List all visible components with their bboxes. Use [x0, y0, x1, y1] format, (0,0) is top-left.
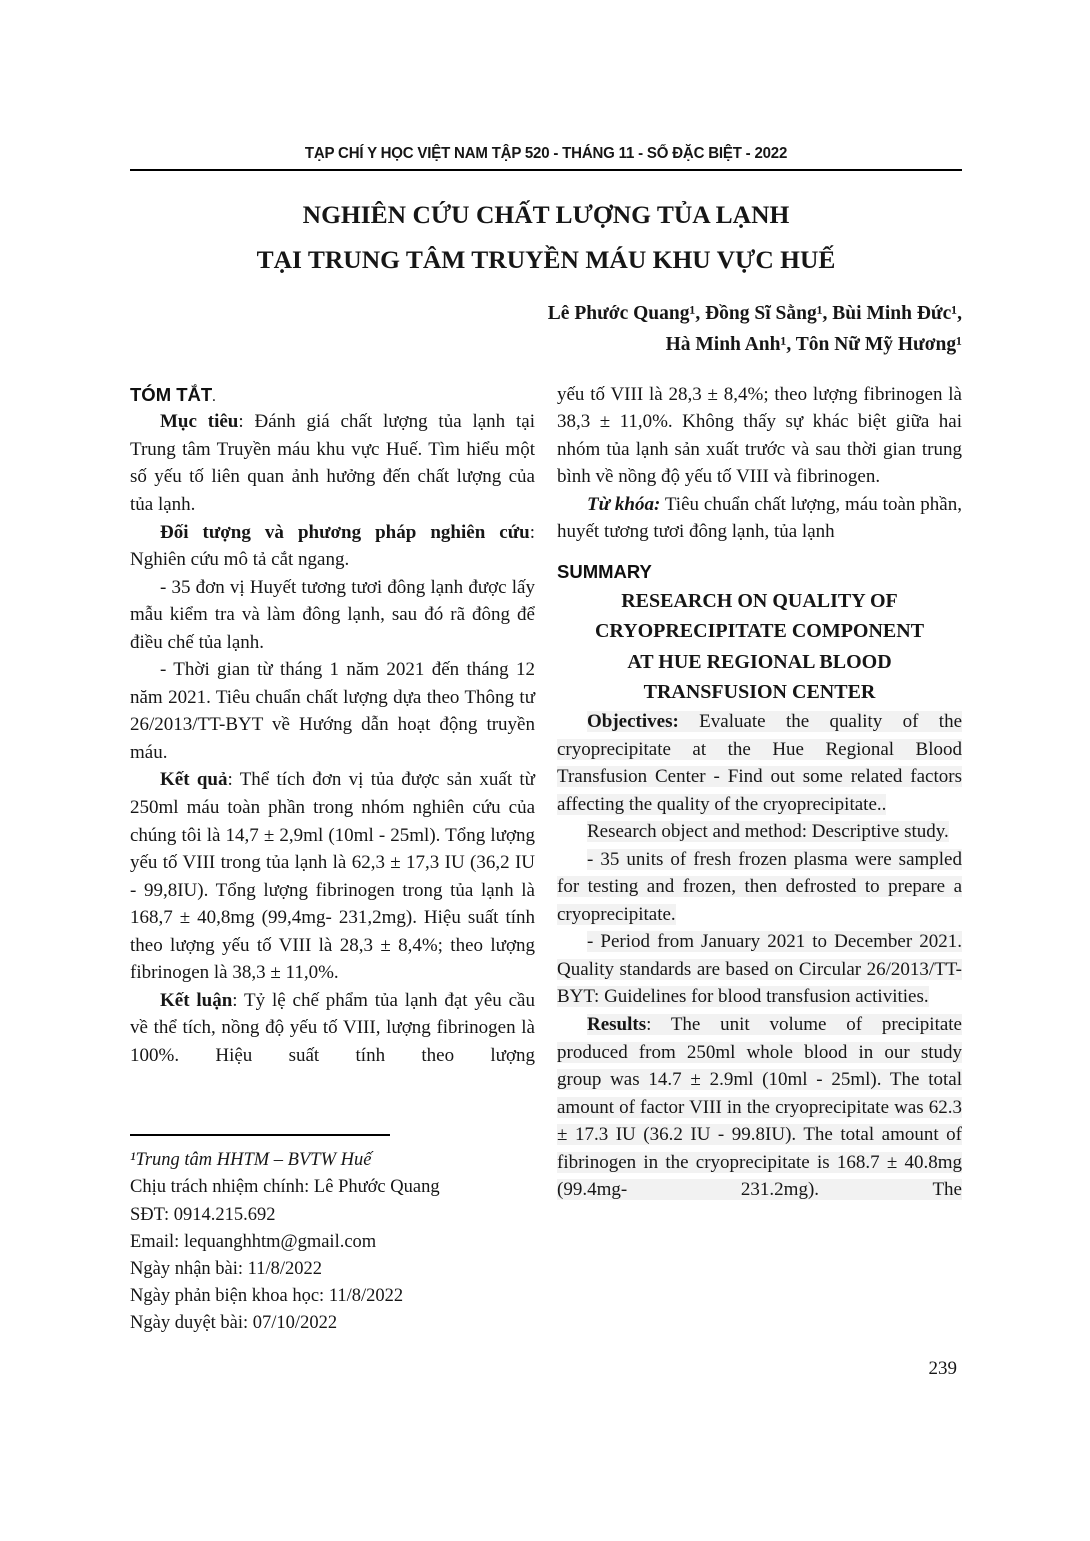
paragraph-text: - Period from January 2021 to December 2021. Quality standards are based on Circular 26/2013/TT-BYT: Guidelines for blood transfusion activities.: [557, 931, 962, 1008]
paragraph-text: Tiêu chuẩn chất lượng, máu toàn phần, huyết tương tươi đông lạnh, tủa lạnh: [557, 493, 962, 543]
header-rule: [130, 169, 962, 171]
paragraph-text: Research object and method: Descriptive study.: [587, 821, 949, 843]
author-list: [130, 298, 962, 360]
article-title-line-1: NGHIÊN CỨU CHẤT LƯỢNG TỦA LẠNH: [302, 200, 790, 230]
paragraph-text: : The unit volume of precipitate produced from 250ml whole blood in our study group was 14.7 ± 2.9ml (10ml - 25ml). The total amount of factor VIII in the cryoprecipitate was 62.3 ± 17.3 IU (36.2 IU - 99.8IU). The total amount of fibrinogen in the cryoprecipitate is 168.7 ± 40.8mg (99.4mg- 231.2mg). The: [557, 1013, 962, 1201]
summary-objectives-paragraph: [557, 708, 962, 818]
footnote-rule: [130, 1134, 390, 1136]
footnote: [130, 1134, 535, 1337]
footnote-accepted-date: Ngày duyệt bài: 07/10/2022: [130, 1313, 338, 1334]
two-column-body: [130, 381, 962, 1338]
abstract-conclusion-paragraph: [130, 987, 535, 1070]
abstract-heading: [130, 381, 535, 409]
paragraph-text: : Đánh giá chất lượng tủa lạnh tại Trung tâm Truyền máu khu vực Huế. Tìm hiểu một số yếu tố liên quan ảnh hưởng đến chất lượng của tủa lạnh.: [130, 411, 535, 515]
paragraph-text: : Tỷ lệ chế phẩm tủa lạnh đạt yêu cầu về thể tích, nồng độ yếu tố VIII, lượng fibrinogen là 100%. Hiệu suất tính theo lượng: [130, 989, 535, 1066]
footnote-phone: SĐT: 0914.215.692: [130, 1204, 276, 1225]
summary-results-paragraph: [557, 1011, 962, 1204]
summary-method-item-2: [557, 928, 962, 1011]
article-title: [130, 193, 962, 282]
paragraph-lead: Từ khóa:: [587, 493, 661, 515]
paragraph-lead: Kết quả: [160, 769, 228, 791]
abstract-heading-text: TÓM TẮT: [130, 383, 213, 405]
summary-method-paragraph: [557, 818, 962, 846]
paragraph-text: Evaluate the quality of the cryoprecipitate at the Hue Regional Blood Transfusion Center - Find out some related factors affecting the quality of the cryoprecipitate..: [557, 710, 962, 815]
paragraph-lead: Mục tiêu: [160, 411, 239, 433]
english-title-line-2: CRYOPRECIPITATE COMPONENT: [594, 620, 925, 643]
article-title-line-2: TẠI TRUNG TÂM TRUYỀN MÁU KHU VỰC HUẾ: [256, 244, 836, 274]
summary-heading: SUMMARY: [557, 560, 652, 582]
paragraph-lead: Kết luận: [160, 989, 233, 1011]
author-line-2: Hà Minh Anh¹, Tôn Nữ Mỹ Hương¹: [665, 334, 962, 356]
paragraph-lead: Results: [587, 1013, 647, 1035]
author-line-1: Lê Phước Quang¹, Đồng Sĩ Sằng¹, Bùi Minh Đức¹,: [547, 303, 962, 325]
paragraph-text: - 35 units of fresh frozen plasma were sampled for testing and frozen, then defrosted to prepare a cryoprecipitate.: [557, 848, 962, 925]
footnote-review-date: Ngày phản biện khoa học: 11/8/2022: [130, 1286, 404, 1307]
abstract-methods-paragraph: [130, 519, 535, 574]
paragraph-lead: Objectives:: [587, 710, 679, 732]
english-title-line-1: RESEARCH ON QUALITY OF: [621, 589, 898, 612]
english-title: [557, 586, 962, 708]
paragraph-text: : Thể tích đơn vị tủa được sản xuất từ 250ml máu toàn phần trong nhóm nghiên cứu của chúng tôi là 14,7 ± 2,9ml (10ml - 25ml). Tổng lượng yếu tố VIII trong tủa lạnh là 62,3 ± 17,3 IU (36,2 IU - 99,8IU). Tổng lượng fibrinogen trong tủa lạnh là 168,7 ± 40,8mg (99,4mg- 231,2mg). Hiệu suất tính theo lượng yếu tố VIII là 28,3 ± 8,4%; theo lượng fibrinogen là 38,3 ± 11,0%.: [130, 769, 535, 984]
footnote-affiliation: ¹Trung tâm HHTM – BVTW Huế: [130, 1150, 372, 1171]
left-column: [130, 381, 535, 1338]
journal-header: TẠP CHÍ Y HỌC VIỆT NAM TẬP 520 - THÁNG 11 - SỐ ĐẶC BIỆT - 2022: [304, 145, 788, 162]
english-title-line-3: AT HUE REGIONAL BLOOD: [627, 650, 892, 673]
paragraph-text: : Nghiên cứu mô tả cắt ngang.: [130, 521, 535, 571]
abstract-results-paragraph: [130, 766, 535, 986]
abstract-method-item-2: - Thời gian từ tháng 1 năm 2021 đến tháng 12 năm 2021. Tiêu chuẩn chất lượng dựa theo Thông tư 26/2013/TT-BYT về Hướng dẫn hoạt động truyền máu.: [130, 659, 535, 763]
abstract-heading-dot: .: [212, 389, 216, 404]
summary-method-item-1: [557, 846, 962, 929]
abstract-objective-paragraph: [130, 408, 535, 518]
paragraph-lead: Đối tượng và phương pháp nghiên cứu: [160, 521, 530, 543]
page-number: 239: [928, 1358, 957, 1380]
english-title-line-4: TRANSFUSION CENTER: [643, 681, 876, 704]
footnote-corresponding-author: Chịu trách nhiệm chính: Lê Phước Quang: [130, 1177, 440, 1198]
footnote-received-date: Ngày nhận bài: 11/8/2022: [130, 1259, 322, 1279]
abstract-keywords-paragraph: [557, 491, 962, 546]
right-column: [557, 381, 962, 1338]
footnote-email: Email: lequanghhtm@gmail.com: [130, 1231, 377, 1252]
abstract-conclusion-continuation: yếu tố VIII là 28,3 ± 8,4%; theo lượng fibrinogen là 38,3 ± 11,0%. Không thấy sự khác biệt giữa hai nhóm tủa lạnh sản xuất trước và sau thời gian trung bình về nồng độ yếu tố VIII và fibrinogen.: [557, 383, 962, 488]
abstract-method-item-1: - 35 đơn vị Huyết tương tươi đông lạnh được lấy mẫu kiểm tra và làm đông lạnh, sau đó rã đông để điều chế tủa lạnh.: [130, 576, 535, 653]
